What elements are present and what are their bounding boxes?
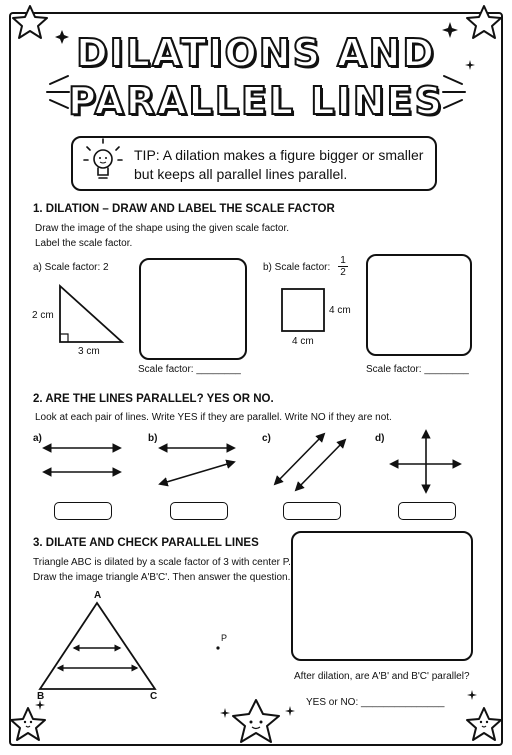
section1-instructions: Draw the image of the shape using the given scale factor. Label the scale factor. xyxy=(35,223,290,249)
center-label: P xyxy=(221,633,228,643)
side-label-vertical-a: 2 cm xyxy=(32,310,54,321)
section3-instructions: Triangle ABC is dilated by a scale factor of 3 with center P. Draw the image triangle A'B'C'. Then answer the question. xyxy=(33,557,291,583)
side-label-horizontal-b: 4 cm xyxy=(292,336,314,347)
item-a-label: a) xyxy=(33,433,42,444)
answer-prompt[interactable]: YES or NO: _______________ xyxy=(306,697,445,708)
vertex-b-label: B xyxy=(37,691,45,702)
section2-instructions: Look at each pair of lines. Write YES if they are parallel. Write NO if they are not. xyxy=(35,412,392,423)
label-b-scale-factor: b) Scale factor: xyxy=(263,262,331,273)
section2-heading: 2. ARE THE LINES PARALLEL? YES OR NO. xyxy=(33,393,274,405)
section1-heading: 1. DILATION – DRAW AND LABEL THE SCALE FACTOR xyxy=(33,203,335,215)
item-b-label: b) xyxy=(148,433,158,444)
item-d-label: d) xyxy=(375,433,385,444)
title-line-1: DILATIONS AND xyxy=(76,31,436,75)
side-label-horizontal-a: 3 cm xyxy=(78,346,100,357)
side-label-vertical-b: 4 cm xyxy=(329,305,351,316)
triangle-abc xyxy=(40,603,155,689)
tip-text: TIP: A dilation makes a figure bigger or smaller but keeps all parallel lines parallel. xyxy=(134,147,424,182)
fraction-one-half: 1 2 xyxy=(338,255,348,278)
answer-label-b: Scale factor: ________ xyxy=(366,364,469,375)
section3-heading: 3. DILATE AND CHECK PARALLEL LINES xyxy=(33,537,259,549)
question-text: After dilation, are A'B' and B'C' parallel? xyxy=(294,671,470,682)
answer-label-a: Scale factor: ________ xyxy=(138,364,241,375)
vertex-a-label: A xyxy=(94,590,102,601)
item-c-label: c) xyxy=(262,433,271,444)
title-line-2: PARALLEL LINES xyxy=(68,79,444,123)
center-point xyxy=(216,646,219,649)
label-a-scale-factor: a) Scale factor: 2 xyxy=(33,262,109,273)
vertex-c-label: C xyxy=(150,691,158,702)
